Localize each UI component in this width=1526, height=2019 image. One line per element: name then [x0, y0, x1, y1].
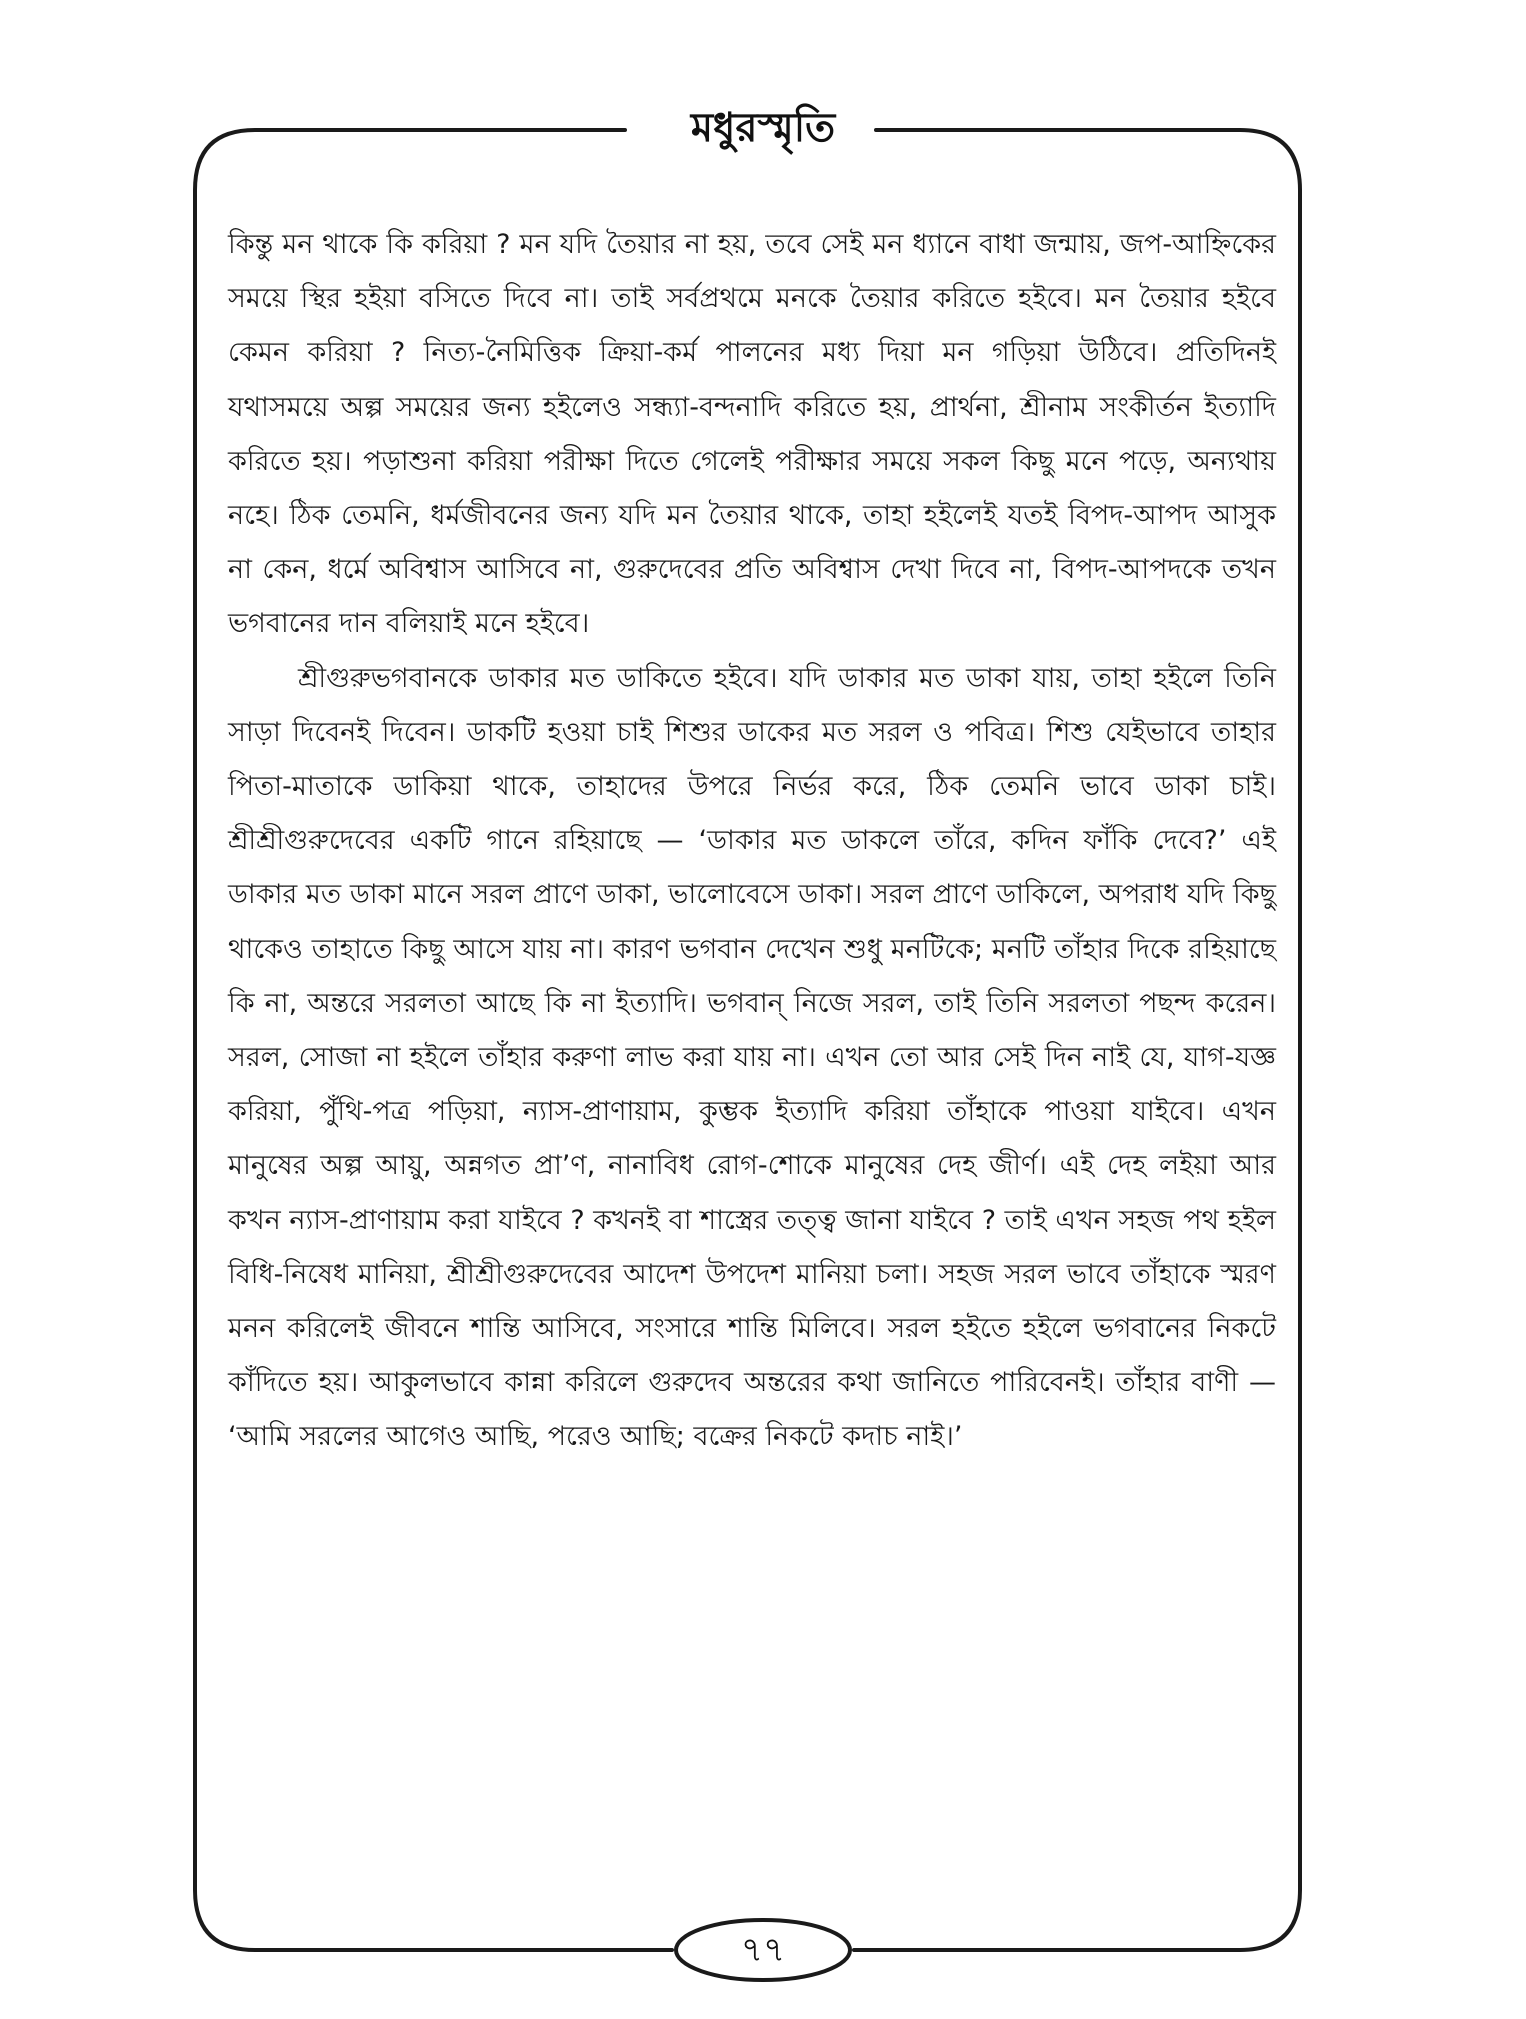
page-number: ৭৭ — [740, 1930, 786, 1970]
page-title-text: মধুরস্মৃতি — [677, 105, 849, 151]
paragraph-2: শ্রীগুরুভগবানকে ডাকার মত ডাকিতে হইবে। যদি ডাকার মত ডাকা যায়, তাহা হইলে তিনি সাড়া দিবেনই দিবেন। ডাকটি হওয়া চাই শিশুর ডাকের মত সরল ও পবিত্র। শিশু যেইভাবে তাহার পিতা-মাতাকে ডাকিয়া থাকে, তাহাদের উপরে নির্ভর করে, ঠিক তেমনি ভাবে ডাকা চাই। শ্রীশ্রীগুরুদেবের একটি গানে রহিয়াছে — ‘ডাকার মত ডাকলে তাঁরে, কদিন ফাঁকি দেবে?’ এই ডাকার মত ডাকা মানে সরল প্রাণে ডাকা, ভালোবেসে ডাকা। সরল প্রাণে ডাকিলে, অপরাধ যদি কিছু থাকেও তাহাতে কিছু আসে যায় না। কারণ ভগবান দেখেন শুধু মনটিকে; মনটি তাঁহার দিকে রহিয়াছে কি না, অন্তরে সরলতা আছে কি না ইত্যাদি। ভগবান্ নিজে সরল, তাই তিনি সরলতা পছন্দ করেন। সরল, সোজা না হইলে তাঁহার করুণা লাভ করা যায় না। এখন তো আর সেই দিন নাই যে, যাগ-যজ্ঞ করিয়া, পুঁথি-পত্র পড়িয়া, ন্যাস-প্রাণায়াম, কুম্ভক ইত্যাদি করিয়া তাঁহাকে পাওয়া যাইবে। এখন মানুষের অল্প আয়ু, অন্নগত প্রা’ণ, নানাবিধ রোগ-শোকে মানুষের দেহ জীর্ণ। এই দেহ লইয়া আর কখন ন্যাস-প্রাণায়াম করা যাইবে ? কখনই বা শাস্ত্রের তত্ত্ব জানা যাইবে ? তাই এখন সহজ পথ হইল বিধি-নিষেধ মানিয়া, শ্রীশ্রীগুরুদেবের আদেশ উপদেশ মানিয়া চলা। সহজ সরল ভাবে তাঁহাকে স্মরণ মনন করিলেই জীবনে শান্তি আসিবে, সংসারে শান্তি মিলিবে। সরল হইতে হইলে ভগবানের নিকটে কাঁদিতে হয়। আকুলভাবে কান্না করিলে গুরুদেব অন্তরের কথা জানিতে পারিবেনই। তাঁহার বাণী — ‘আমি সরলের আগেও আছি, পরেও আছি; বক্রের নিকটে কদাচ নাই।’ — [228, 662, 1276, 1453]
page-title — [0, 98, 1526, 158]
paragraph-1: কিন্তু মন থাকে কি করিয়া ? মন যদি তৈয়ার না হয়, তবে সেই মন ধ্যানে বাধা জন্মায়, জপ-আহ্নিকের সময়ে স্থির হইয়া বসিতে দিবে না। তাই সর্বপ্রথমে মনকে তৈয়ার করিতে হইবে। মন তৈয়ার হইবে কেমন করিয়া ? নিত্য-নৈমিত্তিক ক্রিয়া-কর্ম পালনের মধ্য দিয়া মন গড়িয়া উঠিবে। প্রতিদিনই যথাসময়ে অল্প সময়ের জন্য হইলেও সন্ধ্যা-বন্দনাদি করিতে হয়, প্রার্থনা, শ্রীনাম সংকীর্তন ইত্যাদি করিতে হয়। পড়াশুনা করিয়া পরীক্ষা দিতে গেলেই পরীক্ষার সময়ে সকল কিছু মনে পড়ে, অন্যথায় নহে। ঠিক তেমনি, ধর্মজীবনের জন্য যদি মন তৈয়ার থাকে, তাহা হইলেই যতই বিপদ-আপদ আসুক না কেন, ধর্মে অবিশ্বাস আসিবে না, গুরুদেবের প্রতি অবিশ্বাস দেখা দিবে না, বিপদ-আপদকে তখন ভগবানের দান বলিয়াই মনে হইবে। — [228, 229, 1276, 640]
body-text — [228, 218, 1276, 1465]
